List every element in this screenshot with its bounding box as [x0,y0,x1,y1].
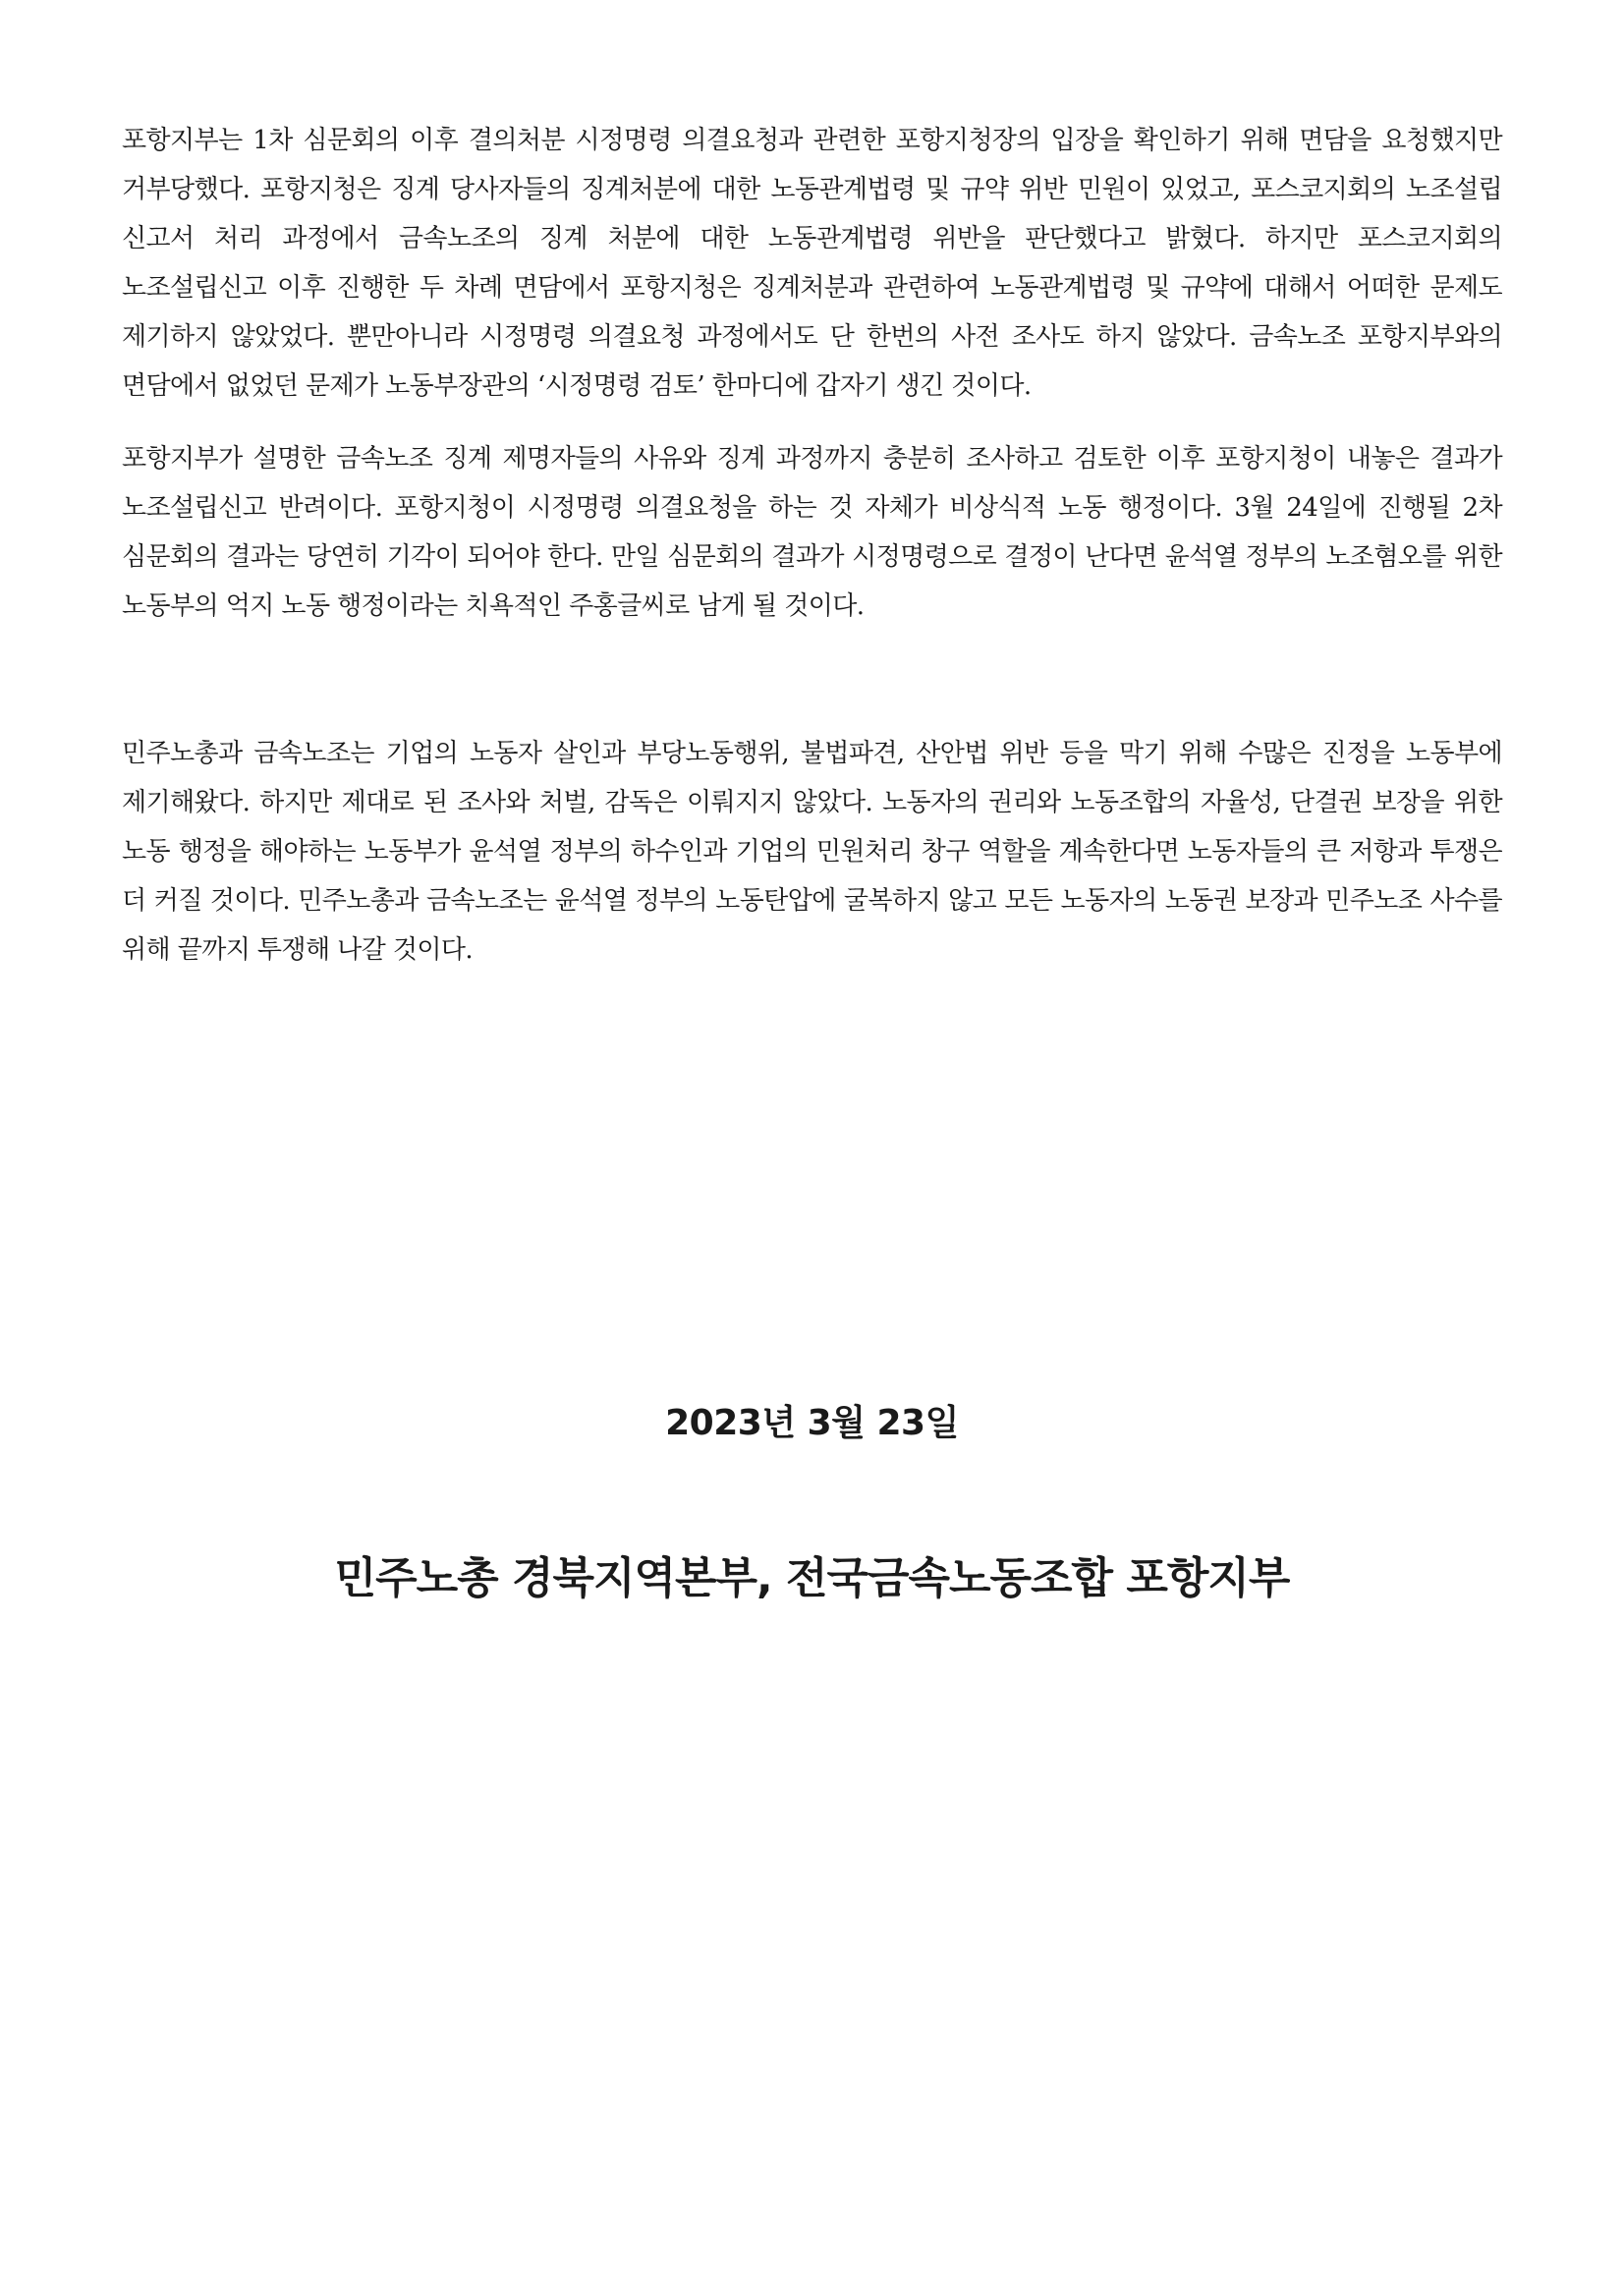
document-body [122,116,1502,975]
document-signature: 민주노총 경북지역본부, 전국금속노동조합 포항지부 [334,1553,1290,1603]
body-paragraph-3: 민주노총과 금속노조는 기업의 노동자 살인과 부당노동행위, 불법파견, 산안법 위반 등을 막기 위해 수많은 진정을 노동부에 제기해왔다. 하지만 제대로 된 조사와 처벌, 감독은 이뤄지지 않았다. 노동자의 권리와 노동조합의 자율성, 단결권 보장을 위한 노동 행정을 해야하는 노동부가 윤석열 정부의 하수인과 기업의 민원처리 창구 역할을 계속한다면 노동자들의 큰 저항과 투쟁은 더 커질 것이다. 민주노총과 금속노조는 윤석열 정부의 노동탄압에 굴복하지 않고 모든 노동자의 노동권 보장과 민주노조 사수를 위해 끝까지 투쟁해 나갈 것이다. [122,739,1502,965]
body-paragraph-1: 포항지부는 1차 심문회의 이후 결의처분 시정명령 의결요청과 관련한 포항지청장의 입장을 확인하기 위해 면담을 요청했지만 거부당했다. 포항지청은 징계 당사자들의 징계처분에 대한 노동관계법령 및 규약 위반 민원이 있었고, 포스코지회의 노조설립 신고서 처리 과정에서 금속노조의 징계 처분에 대한 노동관계법령 위반을 판단했다고 밝혔다. 하지만 포스코지회의 노조설립신고 이후 진행한 두 차례 면담에서 포항지청은 징계처분과 관련하여 노동관계법령 및 규약에 대해서 어떠한 문제도 제기하지 않았었다. 뿐만아니라 시정명령 의결요청 과정에서도 단 한번의 사전 조사도 하지 않았다. 금속노조 포항지부와의 면담에서 없었던 문제가 노동부장관의 ‘시정명령 검토’ 한마디에 갑자기 생긴 것이다. [122,126,1502,401]
document-date: 2023년 3월 23일 [665,1403,959,1443]
body-paragraph-2: 포항지부가 설명한 금속노조 징계 제명자들의 사유와 징계 과정까지 충분히 조사하고 검토한 이후 포항지청이 내놓은 결과가 노조설립신고 반려이다. 포항지청이 시정명령 의결요청을 하는 것 자체가 비상식적 노동 행정이다. 3월 24일에 진행될 2차 심문회의 결과는 당연히 기각이 되어야 한다. 만일 심문회의 결과가 시정명령으로 결정이 난다면 윤석열 정부의 노조혐오를 위한 노동부의 억지 노동 행정이라는 치욕적인 주홍글씨로 남게 될 것이다. [122,444,1502,621]
